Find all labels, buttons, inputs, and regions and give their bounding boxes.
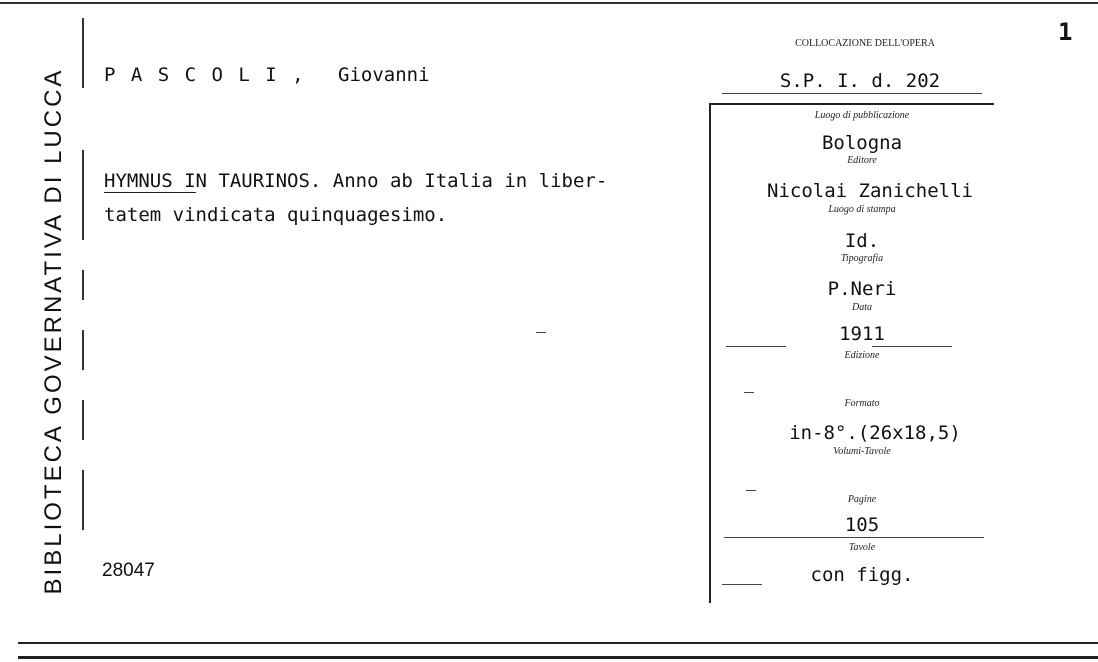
- rule: [724, 537, 984, 538]
- label-formato: Formato: [844, 398, 880, 409]
- left-margin-rule: [82, 18, 84, 88]
- left-margin-rule: [82, 330, 84, 370]
- left-margin-rule: [82, 150, 84, 240]
- label-luogo-pubblicazione: Luogo di pubblicazione: [814, 110, 910, 121]
- label-tavole: Tavole: [848, 542, 876, 553]
- title-line-2: tatem vindicata quinquagesimo.: [104, 204, 448, 226]
- label-luogo-stampa: Luogo di stampa: [828, 204, 896, 215]
- left-margin-rule: [82, 400, 84, 440]
- bottom-rule-1: [18, 642, 1098, 644]
- label-pagine: Pagine: [847, 494, 877, 505]
- page-number: 1: [1058, 18, 1073, 46]
- left-margin-rule: [82, 270, 84, 300]
- top-edge-line: [0, 2, 1098, 4]
- bottom-rule-2: [18, 656, 1098, 659]
- value-luogo-stampa: Id.: [844, 230, 880, 252]
- collocation-value: S.P. I. d. 202: [779, 70, 941, 92]
- value-tipografia: P.Neri: [827, 278, 897, 300]
- value-pagine: 105: [844, 514, 880, 536]
- rule: [536, 332, 546, 333]
- value-tavole: con figg.: [810, 564, 914, 586]
- rule: [872, 346, 952, 347]
- author-surname: P A S C O L I ,: [104, 64, 306, 86]
- right-box-top: [710, 103, 994, 105]
- label-tipografia: Tipografia: [840, 253, 884, 264]
- value-data: 1911: [839, 323, 885, 345]
- label-editore: Editore: [847, 155, 877, 166]
- rule: [726, 346, 786, 347]
- collocation-label: COLLOCAZIONE DELL'OPERA: [795, 38, 935, 49]
- label-data: Data: [852, 302, 872, 313]
- value-formato: in-8°.(26x18,5): [789, 422, 961, 444]
- right-box-left: [709, 103, 711, 603]
- label-edizione: Edizione: [844, 350, 880, 361]
- rule: [744, 392, 754, 393]
- value-luogo-pubblicazione: Bologna: [821, 132, 903, 154]
- library-name-vertical: BIBLIOTECA GOVERNATIVA DI LUCCA: [40, 67, 67, 595]
- rule: [722, 584, 762, 585]
- label-volumi-tavole: Volumi-Tavole: [833, 446, 891, 457]
- rule: [746, 490, 756, 491]
- inventory-number: 28047: [102, 560, 155, 581]
- value-editore: Nicolai Zanichelli: [767, 180, 973, 202]
- title-line-1: HYMNUS IN TAURINOS. Anno ab Italia in liber-: [104, 170, 608, 192]
- left-margin-rule: [82, 470, 84, 530]
- collocation-rule: [722, 93, 982, 94]
- author-given-name: Giovanni: [338, 64, 430, 86]
- title-underline: [104, 192, 196, 193]
